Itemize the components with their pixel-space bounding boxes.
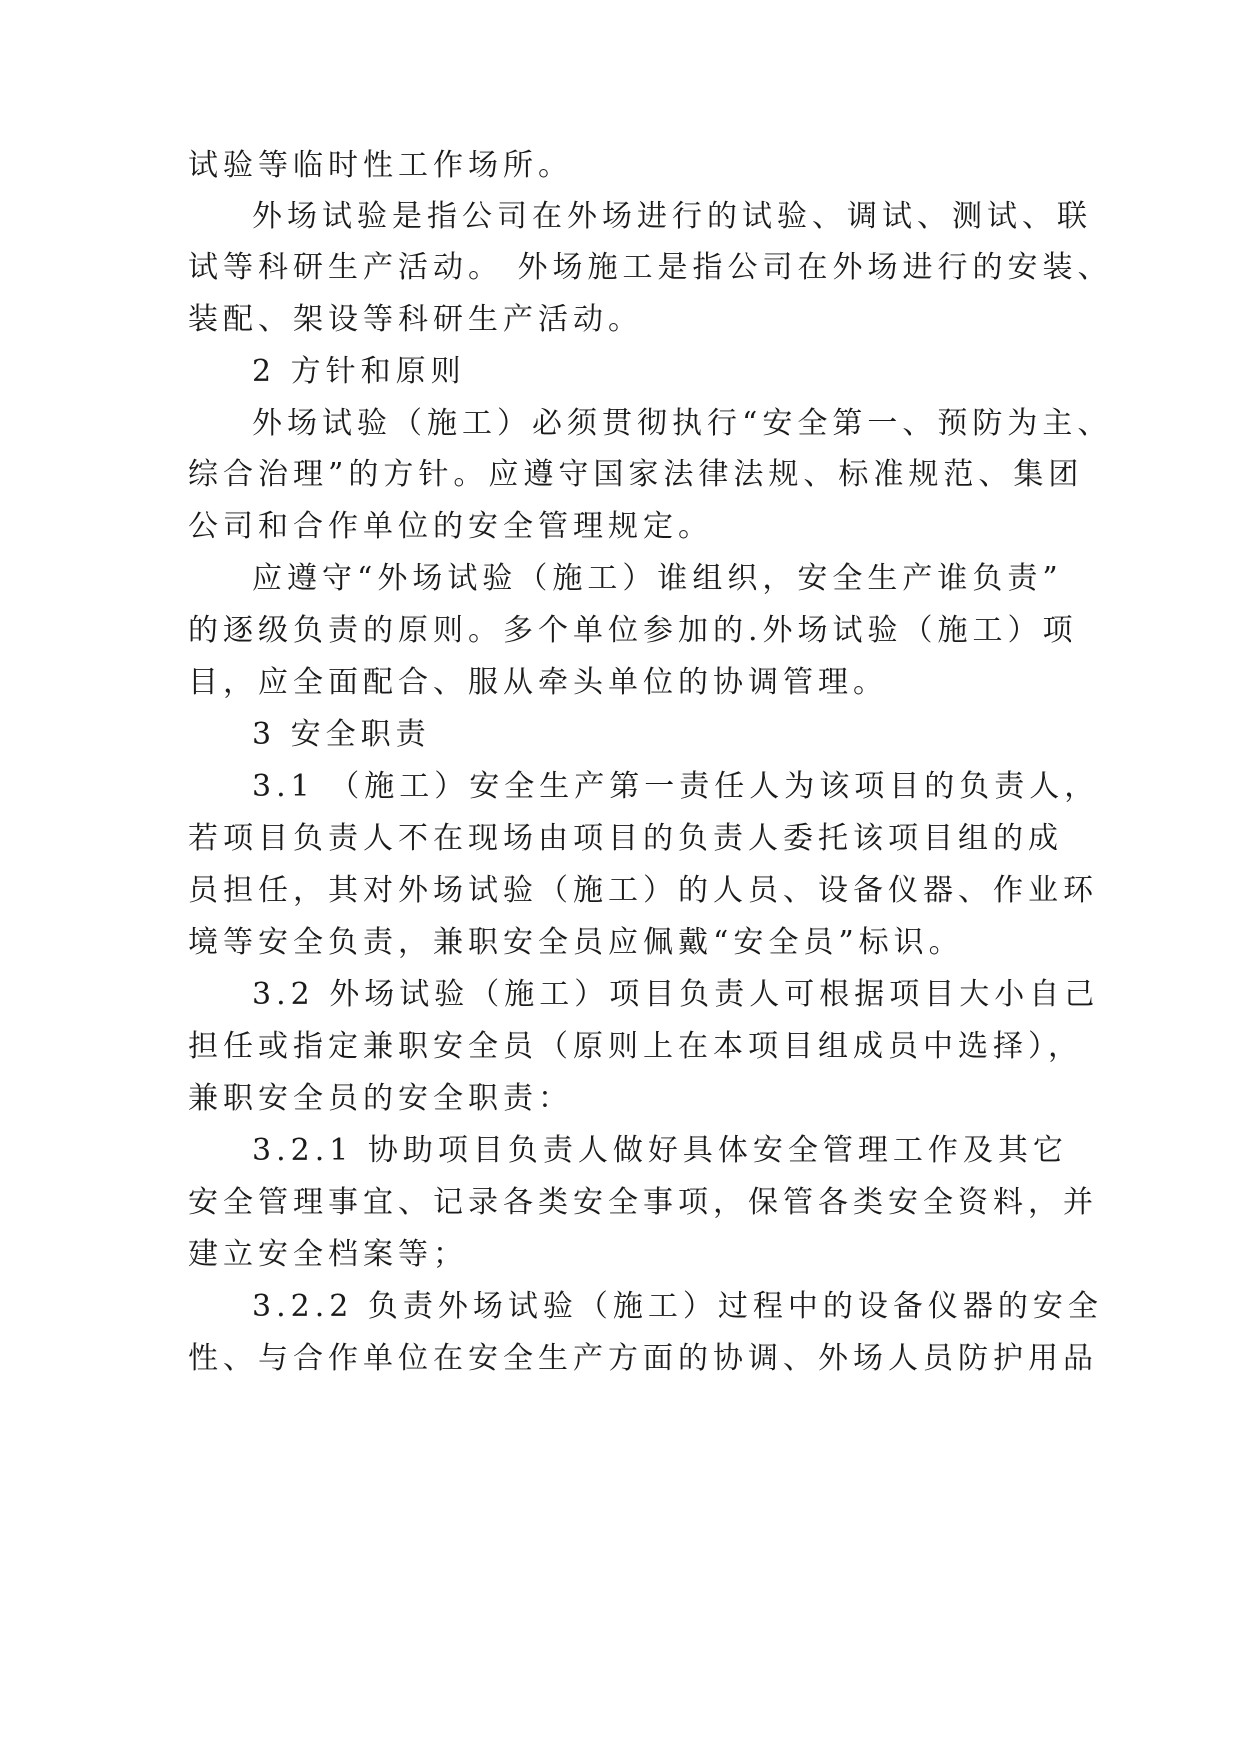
- text-line: 3.2.1 协助项目负责人做好具体安全管理工作及其它: [252, 1133, 1068, 1168]
- text-line: 兼职安全员的安全职责：: [188, 1081, 573, 1116]
- text-line: 试等科研生产活动。 外场施工是指公司在外场进行的安装、: [188, 250, 1113, 285]
- text-line: 应遵守“外场试验（施工）谁组织，安全生产谁负责”: [252, 561, 1063, 596]
- text-line: 性、与合作单位在安全生产方面的协调、外场人员防护用品: [188, 1341, 1098, 1376]
- text-line: 试验等临时性工作场所。: [188, 148, 573, 183]
- text-line: 建立安全档案等；: [188, 1237, 468, 1272]
- text-line: 3.2.2 负责外场试验（施工）过程中的设备仪器的安全: [252, 1289, 1103, 1324]
- section-heading: 2 方针和原则: [252, 354, 466, 389]
- section-heading: 3 安全职责: [252, 717, 431, 752]
- text-line: 公司和合作单位的安全管理规定。: [188, 509, 713, 544]
- text-line: 外场试验（施工）必须贯彻执行“安全第一、预防为主、: [252, 406, 1113, 441]
- text-line: 外场试验是指公司在外场进行的试验、调试、测试、联: [252, 199, 1092, 234]
- text-line: 3.2 外场试验（施工）项目负责人可根据项目大小自己: [252, 977, 1100, 1012]
- text-line: 的逐级负责的原则。多个单位参加的.外场试验（施工）项: [188, 613, 1078, 648]
- text-line: 安全管理事宜、记录各类安全事项，保管各类安全资料，并: [188, 1185, 1098, 1220]
- text-line: 员担任，其对外场试验（施工）的人员、设备仪器、作业环: [188, 873, 1098, 908]
- text-line: 3.1 （施工）安全生产第一责任人为该项目的负责人，: [252, 769, 1100, 804]
- text-line: 目，应全面配合、服从牵头单位的协调管理。: [188, 665, 888, 700]
- text-line: 若项目负责人不在现场由项目的负责人委托该项目组的成: [188, 821, 1063, 856]
- text-line: 装配、架设等科研生产活动。: [188, 302, 643, 337]
- text-line: 担任或指定兼职安全员（原则上在本项目组成员中选择），: [188, 1029, 1083, 1064]
- text-line: 综合治理”的方针。应遵守国家法律法规、标准规范、集团: [188, 457, 1084, 492]
- text-line: 境等安全负责，兼职安全员应佩戴“安全员”标识。: [188, 925, 964, 960]
